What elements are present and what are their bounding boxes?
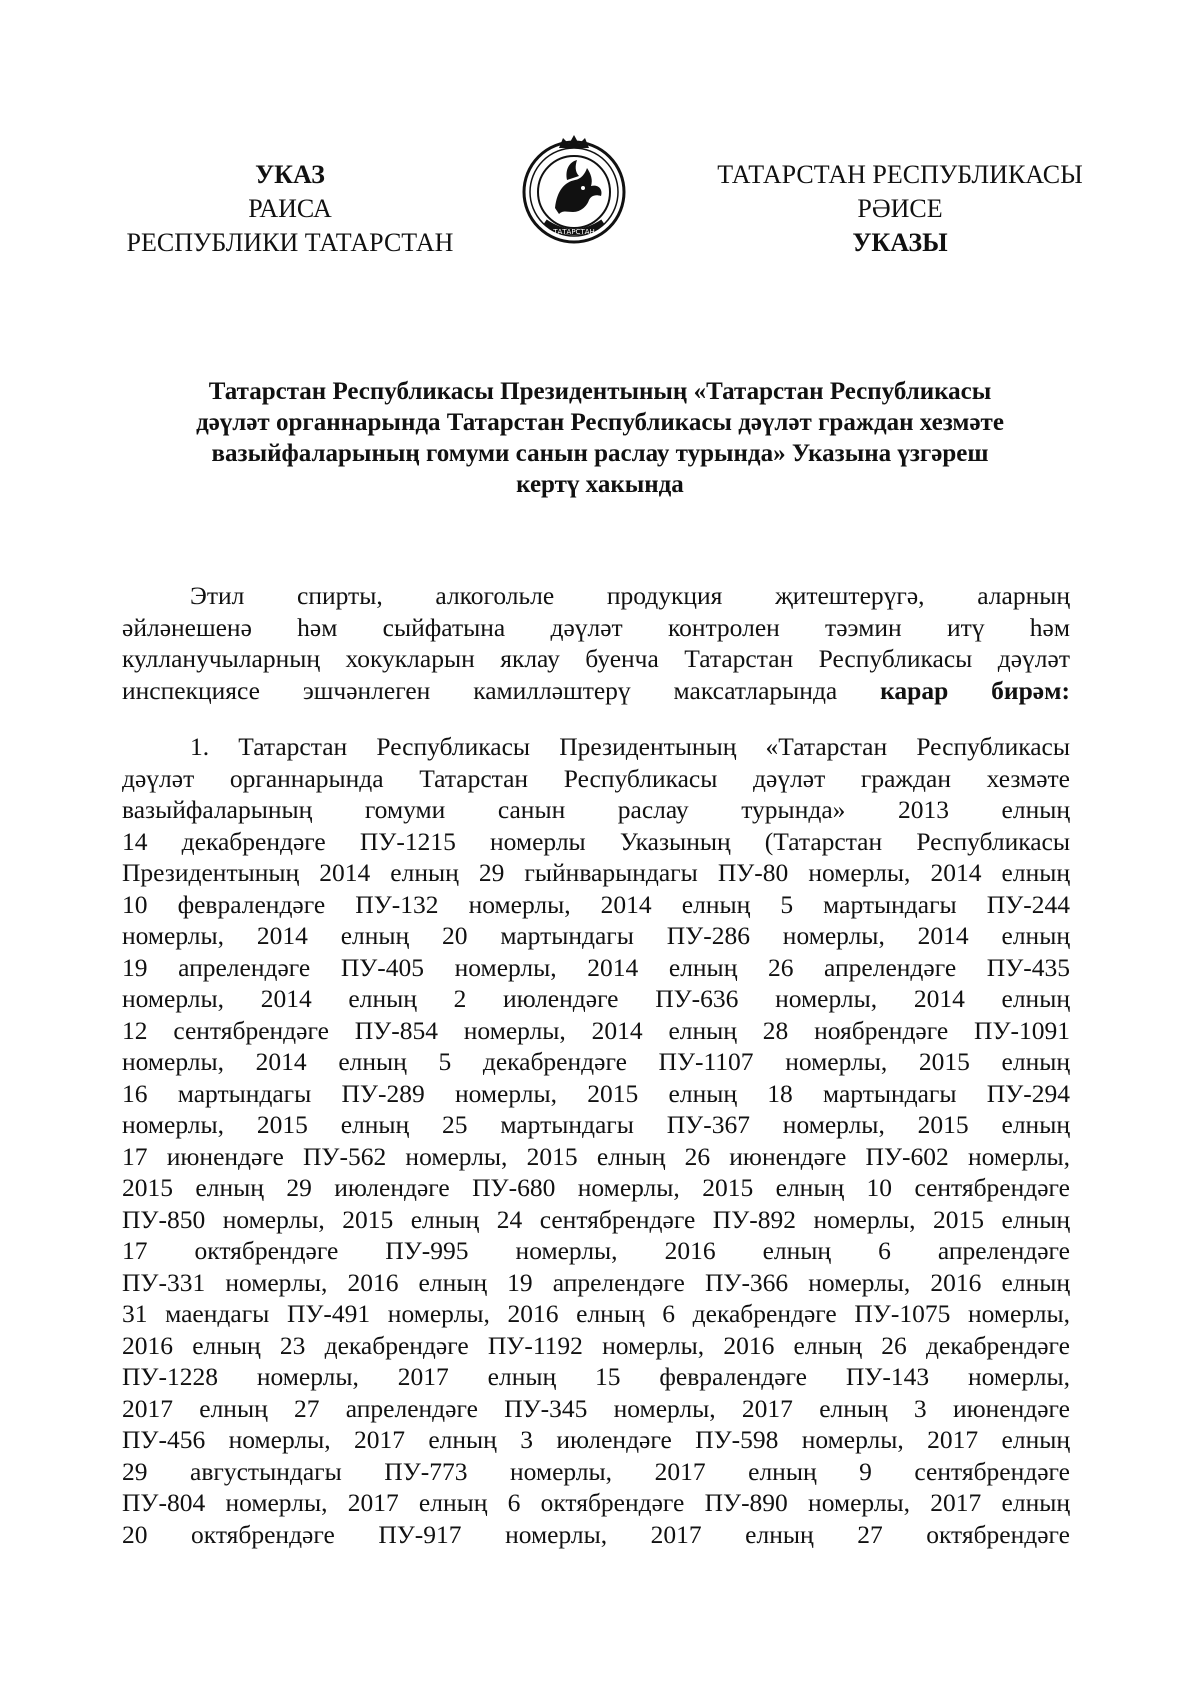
title-line4: кертү хакында — [516, 471, 684, 498]
clause-1-line: 20 октябрендәге ПУ-917 номерлы, 2017 елның 27 октябрендәге — [122, 1519, 1070, 1549]
clause-1-line: ПУ-1228 номерлы, 2017 елның 15 февралендәге ПУ-143 номерлы, — [122, 1362, 1070, 1391]
header-right-line3: УКАЗЫ — [852, 228, 948, 257]
clause-1-line: 16 мартындагы ПУ-289 номерлы, 2015 елның 18 мартындагы ПУ-294 — [122, 1078, 1070, 1108]
clause-1-line: ПУ-804 номерлы, 2017 елның 6 октябрендәге ПУ-890 номерлы, 2017 елның — [122, 1488, 1070, 1517]
preamble-decision-phrase: карар бирәм: — [880, 675, 1070, 705]
clause-1-line: 2017 елның 27 апрелендәге ПУ-345 номерлы, 2017 елның 3 июнендәге — [122, 1393, 1070, 1423]
clause-1-line: 2015 елның 29 июлендәге ПУ-680 номерлы, 2015 елның 10 сентябрендәге — [122, 1173, 1070, 1202]
preamble-line4-text: инспекциясе эшчәнлеген камилләштерү максатларында — [122, 675, 881, 705]
header-right-line2: РӘИСЕ — [857, 194, 943, 223]
clause-1-line: номерлы, 2014 елның 2 июлендәге ПУ-636 номерлы, 2014 елның — [122, 984, 1070, 1013]
clause-1-line: ПУ-456 номерлы, 2017 елның 3 июлендәге ПУ-598 номерлы, 2017 елның — [122, 1425, 1070, 1454]
clause-1-line: вазыйфаларының гомуми санын раслау турында» 2013 елның — [122, 795, 1070, 824]
clause-1-line: номерлы, 2014 елның 5 декабрендәге ПУ-1107 номерлы, 2015 елның — [122, 1047, 1070, 1076]
clause-1-line: 19 апрелендәге ПУ-405 номерлы, 2014 елның 26 апрелендәге ПУ-435 — [122, 952, 1070, 982]
header-russian — [110, 158, 470, 260]
preamble-line1: Этил спирты, алкогольле продукция җитештерүгә, аларның — [190, 581, 1070, 610]
clause-1-line: номерлы, 2014 елның 20 мартындагы ПУ-286 номерлы, 2014 елның — [122, 921, 1070, 950]
clause-1-line: 1. Татарстан Республикасы Президентының «Татарстан Республикасы — [190, 732, 1070, 761]
clause-1-line: номерлы, 2015 елның 25 мартындагы ПУ-367 номерлы, 2015 елның — [122, 1110, 1070, 1139]
clause-1-line: дәүләт органнарында Татарстан Республикасы дәүләт граждан хезмәте — [122, 763, 1070, 793]
clause-1-line: ПУ-331 номерлы, 2016 елның 19 апрелендәге ПУ-366 номерлы, 2016 елның — [122, 1267, 1070, 1297]
clause-1-line: 17 октябрендәге ПУ-995 номерлы, 2016 елның 6 апрелендәге — [122, 1236, 1070, 1265]
preamble-line3: кулланучыларның хокукларын яклау буенча Татарстан Республикасы дәүләт — [122, 644, 1070, 673]
header-tatar — [700, 158, 1100, 260]
header-left-line3: РЕСПУБЛИКИ ТАТАРСТАН — [126, 228, 454, 257]
title-line3: вазыйфаларының гомуми санын раслау турында» Указына үзгәреш — [211, 440, 989, 467]
clause-1-line: 29 августындагы ПУ-773 номерлы, 2017 елның 9 сентябрендәге — [122, 1456, 1070, 1486]
preamble-line4 — [122, 675, 1070, 707]
title-line2: дәүләт органнарында Татарстан Республикасы дәүләт граждан хезмәте — [196, 409, 1004, 436]
decree-header — [110, 150, 1100, 260]
clause-1-line: 17 июнендәге ПУ-562 номерлы, 2015 елның 26 июнендәге ПУ-602 номерлы, — [122, 1141, 1070, 1171]
coat-of-arms-icon — [515, 130, 633, 248]
emblem-text: ТАТАРСТАН — [553, 228, 595, 236]
header-left-line1: УКАЗ — [255, 160, 325, 189]
decree-title — [140, 376, 1060, 500]
clause-1-line: Президентының 2014 елның 29 гыйнварындагы ПУ-80 номерлы, 2014 елның — [122, 858, 1070, 887]
clause-1-line: ПУ-850 номерлы, 2015 елның 24 сентябрендәге ПУ-892 номерлы, 2015 елның — [122, 1204, 1070, 1234]
clause-1-line: 31 маендагы ПУ-491 номерлы, 2016 елның 6 декабрендәге ПУ-1075 номерлы, — [122, 1299, 1070, 1328]
header-left-line2: РАИСА — [248, 194, 332, 223]
header-right-line1: ТАТАРСТАН РЕСПУБЛИКАСЫ — [717, 160, 1083, 189]
clause-1-line: 10 февралендәге ПУ-132 номерлы, 2014 елның 5 мартындагы ПУ-244 — [122, 889, 1070, 919]
clause-1-line: 2016 елның 23 декабрендәге ПУ-1192 номерлы, 2016 елның 26 декабрендәге — [122, 1330, 1070, 1360]
preamble-line2: әйләнешенә һәм сыйфатына дәүләт контролен тәэмин итү һәм — [122, 612, 1070, 642]
title-line1: Татарстан Республикасы Президентының «Татарстан Республикасы — [208, 378, 992, 405]
clause-1-paragraph — [122, 731, 1070, 1550]
clause-1-line: 14 декабрендәге ПУ-1215 номерлы Указының (Татарстан Республикасы — [122, 826, 1070, 856]
clause-1-line: 12 сентябрендәге ПУ-854 номерлы, 2014 елның 28 ноябрендәге ПУ-1091 — [122, 1015, 1070, 1045]
preamble-paragraph — [122, 580, 1070, 706]
